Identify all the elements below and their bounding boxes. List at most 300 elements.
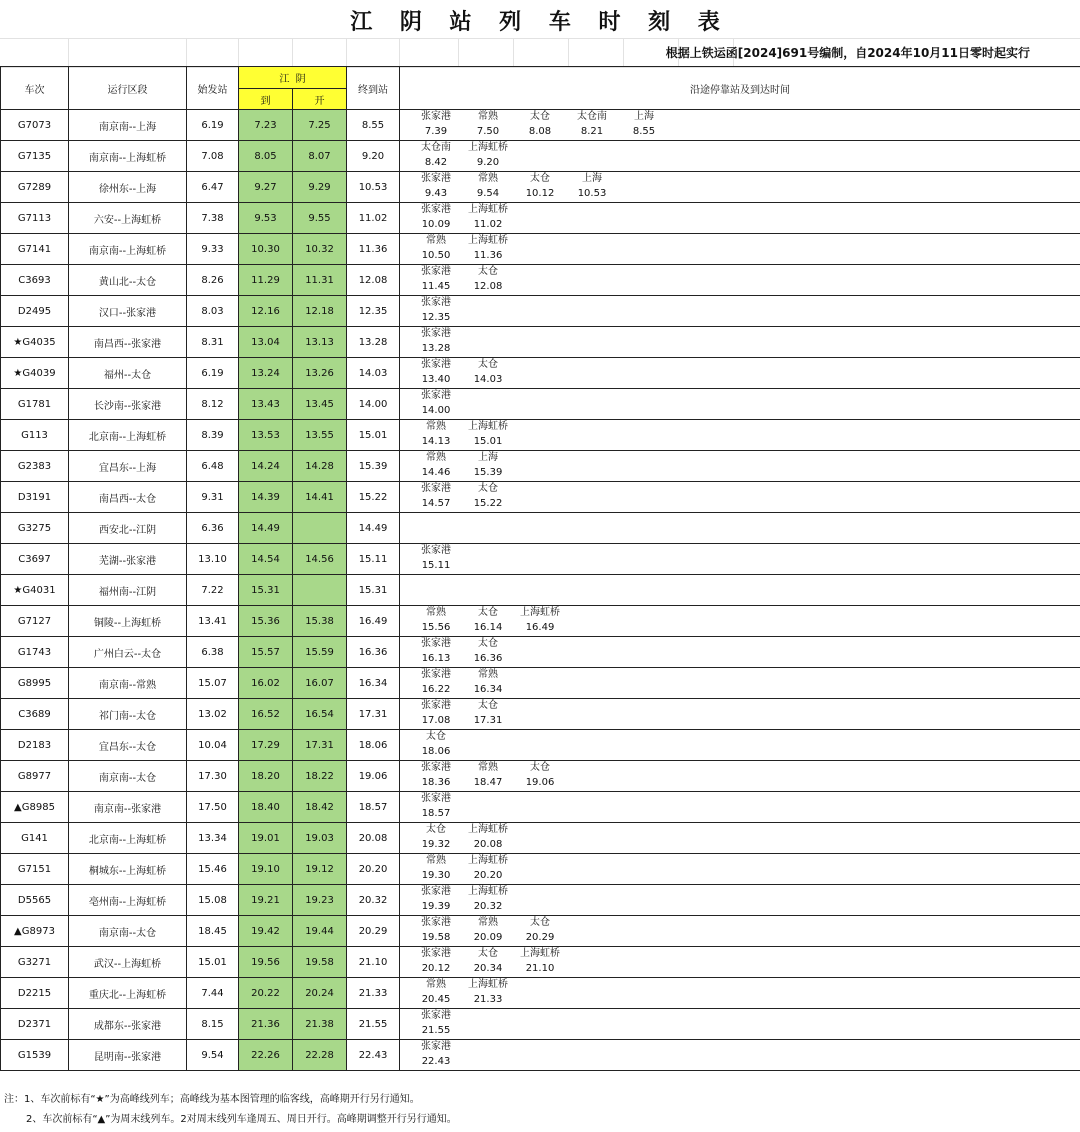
stops-cell [400, 141, 1080, 172]
stop-time: 16.34 [473, 683, 503, 695]
origin-time: 8.12 [187, 389, 239, 420]
stop-station: 张家港 [421, 793, 452, 804]
stop-station: 张家港 [421, 917, 452, 928]
stop-station: 常熟 [426, 421, 447, 432]
route: 亳州南--上海虹桥 [69, 885, 187, 916]
stops-cell [400, 451, 1080, 482]
stop-time: 20.20 [473, 869, 503, 881]
stops-cell [400, 327, 1080, 358]
header-origin: 始发站 [187, 67, 239, 110]
departure-time: 12.18 [293, 296, 347, 327]
arrival-time: 14.49 [239, 513, 293, 544]
origin-time: 13.41 [187, 606, 239, 637]
departure-time: 21.38 [293, 1009, 347, 1040]
departure-time: 14.28 [293, 451, 347, 482]
stops-cell [400, 513, 1080, 544]
origin-time: 6.19 [187, 358, 239, 389]
stop-station: 太仓 [426, 731, 447, 742]
table-row [1, 358, 1080, 389]
stop-station: 太仓 [478, 266, 499, 277]
stop-station: 常熟 [478, 173, 499, 184]
table-row [1, 792, 1080, 823]
stops-cell [400, 575, 1080, 606]
stop-time: 19.30 [421, 869, 451, 881]
header-terminal: 终到站 [347, 67, 400, 110]
table-row [1, 451, 1080, 482]
stop-time: 21.33 [473, 993, 503, 1005]
stop-time: 16.49 [525, 621, 555, 633]
stop-time: 20.32 [473, 900, 503, 912]
stops-cell [400, 544, 1080, 575]
origin-time: 10.04 [187, 730, 239, 761]
table-row [1, 823, 1080, 854]
stops-cell [400, 699, 1080, 730]
stops-cell [400, 637, 1080, 668]
route: 南京南--上海虹桥 [69, 141, 187, 172]
departure-time: 15.59 [293, 637, 347, 668]
train-number: G8977 [1, 761, 69, 792]
terminal-time: 14.00 [347, 389, 400, 420]
stops-cell [400, 172, 1080, 203]
stop-station: 太仓 [478, 638, 499, 649]
table-row [1, 172, 1080, 203]
stop-time: 14.03 [473, 373, 503, 385]
departure-time: 13.26 [293, 358, 347, 389]
route: 南京南--上海虹桥 [69, 234, 187, 265]
stop-station: 太仓 [530, 762, 551, 773]
stop-station: 太仓 [530, 173, 551, 184]
table-row [1, 482, 1080, 513]
table-row [1, 110, 1080, 141]
train-number: G3275 [1, 513, 69, 544]
route: 北京南--上海虹桥 [69, 823, 187, 854]
arrival-time: 20.22 [239, 978, 293, 1009]
origin-time: 9.54 [187, 1040, 239, 1071]
origin-time: 7.44 [187, 978, 239, 1009]
stop-station: 太仓 [530, 917, 551, 928]
departure-time: 22.28 [293, 1040, 347, 1071]
stops-cell [400, 730, 1080, 761]
header-depart: 开 [293, 89, 347, 110]
stop-station: 常熟 [478, 111, 499, 122]
stops-cell [400, 823, 1080, 854]
arrival-time: 13.53 [239, 420, 293, 451]
table-row [1, 389, 1080, 420]
departure-time: 11.31 [293, 265, 347, 296]
stop-station: 太仓 [426, 824, 447, 835]
terminal-time: 19.06 [347, 761, 400, 792]
arrival-time: 15.57 [239, 637, 293, 668]
stop-time: 12.35 [421, 311, 451, 323]
terminal-time: 14.03 [347, 358, 400, 389]
origin-time: 8.39 [187, 420, 239, 451]
header-route: 运行区段 [69, 67, 187, 110]
stop-station: 上海虹桥 [468, 886, 509, 897]
stop-station: 上海虹桥 [468, 204, 509, 215]
stop-station: 张家港 [421, 638, 452, 649]
departure-time: 8.07 [293, 141, 347, 172]
table-row [1, 203, 1080, 234]
header-arrive: 到 [239, 89, 293, 110]
table-row [1, 606, 1080, 637]
origin-time: 6.19 [187, 110, 239, 141]
arrival-time: 16.02 [239, 668, 293, 699]
arrival-time: 18.20 [239, 761, 293, 792]
origin-time: 8.15 [187, 1009, 239, 1040]
train-number: C3693 [1, 265, 69, 296]
departure-time: 13.13 [293, 327, 347, 358]
origin-time: 8.26 [187, 265, 239, 296]
stops-cell [400, 234, 1080, 265]
stops-cell [400, 358, 1080, 389]
route: 黄山北--太仓 [69, 265, 187, 296]
route: 南京南--上海 [69, 110, 187, 141]
terminal-time: 20.29 [347, 916, 400, 947]
stops-cell [400, 482, 1080, 513]
train-number: G7127 [1, 606, 69, 637]
departure-time: 16.54 [293, 699, 347, 730]
train-number: ▲G8985 [1, 792, 69, 823]
table-row [1, 637, 1080, 668]
route: 福州南--江阴 [69, 575, 187, 606]
arrival-time: 12.16 [239, 296, 293, 327]
stop-time: 12.08 [473, 280, 503, 292]
stop-station: 上海虹桥 [520, 607, 561, 618]
terminal-time: 15.11 [347, 544, 400, 575]
departure-time: 13.45 [293, 389, 347, 420]
stop-station: 太仓南 [577, 111, 608, 122]
stop-time: 9.43 [424, 187, 448, 199]
stop-station: 张家港 [421, 483, 452, 494]
origin-time: 6.48 [187, 451, 239, 482]
stop-station: 上海 [582, 173, 603, 184]
train-number: G8995 [1, 668, 69, 699]
stop-time: 17.31 [473, 714, 503, 726]
terminal-time: 16.34 [347, 668, 400, 699]
origin-time: 13.34 [187, 823, 239, 854]
stop-time: 15.01 [473, 435, 503, 447]
arrival-time: 22.26 [239, 1040, 293, 1071]
terminal-time: 12.35 [347, 296, 400, 327]
route: 重庆北--上海虹桥 [69, 978, 187, 1009]
stop-station: 太仓 [478, 483, 499, 494]
train-number: D2183 [1, 730, 69, 761]
stop-station: 张家港 [421, 328, 452, 339]
stop-time: 19.58 [421, 931, 451, 943]
stop-time: 14.00 [421, 404, 451, 416]
table-row [1, 420, 1080, 451]
terminal-time: 16.49 [347, 606, 400, 637]
train-number: D5565 [1, 885, 69, 916]
stop-time: 17.08 [421, 714, 451, 726]
route: 南昌西--太仓 [69, 482, 187, 513]
table-row [1, 544, 1080, 575]
train-number: ★G4035 [1, 327, 69, 358]
train-number: C3697 [1, 544, 69, 575]
stops-cell [400, 668, 1080, 699]
stop-station: 张家港 [421, 111, 452, 122]
terminal-time: 15.31 [347, 575, 400, 606]
arrival-time: 8.05 [239, 141, 293, 172]
stops-cell [400, 389, 1080, 420]
stop-station: 太仓 [478, 700, 499, 711]
table-row [1, 885, 1080, 916]
origin-time: 7.08 [187, 141, 239, 172]
route: 铜陵--上海虹桥 [69, 606, 187, 637]
route: 南京南--张家港 [69, 792, 187, 823]
origin-time: 17.50 [187, 792, 239, 823]
stops-cell [400, 854, 1080, 885]
departure-time [293, 575, 347, 606]
stops-cell [400, 606, 1080, 637]
origin-time: 13.10 [187, 544, 239, 575]
stop-station: 常熟 [426, 452, 447, 463]
stop-time: 19.06 [525, 776, 555, 788]
terminal-time: 9.20 [347, 141, 400, 172]
stop-station: 张家港 [421, 266, 452, 277]
arrival-time: 13.43 [239, 389, 293, 420]
stop-time: 8.21 [580, 125, 604, 137]
stop-time: 9.20 [476, 156, 500, 168]
stop-time: 10.09 [421, 218, 451, 230]
stops-cell [400, 885, 1080, 916]
route: 宜昌东--太仓 [69, 730, 187, 761]
stop-time: 16.14 [473, 621, 503, 633]
terminal-time: 21.55 [347, 1009, 400, 1040]
stop-station: 张家港 [421, 204, 452, 215]
stop-station: 张家港 [421, 297, 452, 308]
terminal-time: 15.01 [347, 420, 400, 451]
stop-station: 常熟 [426, 607, 447, 618]
departure-time: 19.12 [293, 854, 347, 885]
route: 宜昌东--上海 [69, 451, 187, 482]
origin-time: 7.38 [187, 203, 239, 234]
route: 祁门南--太仓 [69, 699, 187, 730]
stop-time: 19.39 [421, 900, 451, 912]
stop-station: 张家港 [421, 700, 452, 711]
arrival-time: 10.30 [239, 234, 293, 265]
stop-time: 13.40 [421, 373, 451, 385]
stop-time: 21.10 [525, 962, 555, 974]
departure-time: 19.03 [293, 823, 347, 854]
arrival-time: 11.29 [239, 265, 293, 296]
train-number: ★G4039 [1, 358, 69, 389]
departure-time: 13.55 [293, 420, 347, 451]
terminal-time: 20.08 [347, 823, 400, 854]
origin-time: 9.31 [187, 482, 239, 513]
departure-time: 20.24 [293, 978, 347, 1009]
stops-cell [400, 1040, 1080, 1071]
terminal-time: 20.20 [347, 854, 400, 885]
stop-station: 上海虹桥 [468, 235, 509, 246]
train-number: D3191 [1, 482, 69, 513]
arrival-time: 19.56 [239, 947, 293, 978]
stop-station: 上海虹桥 [468, 421, 509, 432]
route: 六安--上海虹桥 [69, 203, 187, 234]
table-row [1, 947, 1080, 978]
stop-time: 20.09 [473, 931, 503, 943]
effective-date-note: 根据上铁运函[2024]691号编制，自2024年10月11日零时起实行 [665, 46, 1030, 60]
train-number: G3271 [1, 947, 69, 978]
route: 广州白云--太仓 [69, 637, 187, 668]
train-number: G7113 [1, 203, 69, 234]
stop-time: 15.11 [421, 559, 451, 571]
origin-time: 15.07 [187, 668, 239, 699]
arrival-time: 15.36 [239, 606, 293, 637]
stops-cell [400, 265, 1080, 296]
header-train: 车次 [1, 67, 69, 110]
departure-time: 19.44 [293, 916, 347, 947]
departure-time: 14.41 [293, 482, 347, 513]
stops-cell [400, 761, 1080, 792]
table-row [1, 761, 1080, 792]
stop-time: 16.22 [421, 683, 451, 695]
route: 西安北--江阴 [69, 513, 187, 544]
table-row [1, 513, 1080, 544]
stop-time: 10.12 [525, 187, 555, 199]
train-number: G1743 [1, 637, 69, 668]
train-number: G2383 [1, 451, 69, 482]
arrival-time: 9.27 [239, 172, 293, 203]
table-row [1, 668, 1080, 699]
arrival-time: 21.36 [239, 1009, 293, 1040]
stop-station: 张家港 [421, 1010, 452, 1021]
stop-time: 10.53 [577, 187, 607, 199]
stops-cell [400, 1009, 1080, 1040]
terminal-time: 21.10 [347, 947, 400, 978]
timetable-body [1, 110, 1080, 1071]
stops-cell [400, 916, 1080, 947]
route: 南京南--太仓 [69, 761, 187, 792]
departure-time: 18.22 [293, 761, 347, 792]
stop-time: 20.08 [473, 838, 503, 850]
arrival-time: 7.23 [239, 110, 293, 141]
table-row [1, 141, 1080, 172]
stop-time: 22.43 [421, 1055, 451, 1067]
stop-station: 常熟 [426, 855, 447, 866]
origin-time: 13.02 [187, 699, 239, 730]
departure-time: 15.38 [293, 606, 347, 637]
train-number: G7141 [1, 234, 69, 265]
origin-time: 15.46 [187, 854, 239, 885]
terminal-time: 21.33 [347, 978, 400, 1009]
stop-station: 常熟 [478, 669, 499, 680]
stop-time: 15.22 [473, 497, 503, 509]
stop-time: 18.57 [421, 807, 451, 819]
stop-time: 11.36 [473, 249, 503, 261]
train-number: C3689 [1, 699, 69, 730]
origin-time: 8.31 [187, 327, 239, 358]
train-number: ★G4031 [1, 575, 69, 606]
departure-time: 17.31 [293, 730, 347, 761]
stop-station: 张家港 [421, 762, 452, 773]
train-number: G7135 [1, 141, 69, 172]
route: 桐城东--上海虹桥 [69, 854, 187, 885]
stop-time: 10.50 [421, 249, 451, 261]
terminal-time: 18.06 [347, 730, 400, 761]
stop-time: 14.57 [421, 497, 451, 509]
route: 昆明南--张家港 [69, 1040, 187, 1071]
table-row [1, 265, 1080, 296]
train-number: D2215 [1, 978, 69, 1009]
stop-time: 18.06 [421, 745, 451, 757]
arrival-time: 15.31 [239, 575, 293, 606]
train-number: ▲G8973 [1, 916, 69, 947]
stop-time: 8.42 [424, 156, 448, 168]
stops-cell [400, 420, 1080, 451]
train-number: G113 [1, 420, 69, 451]
train-number: D2371 [1, 1009, 69, 1040]
route: 南昌西--张家港 [69, 327, 187, 358]
stop-station: 常熟 [426, 979, 447, 990]
train-number: G1539 [1, 1040, 69, 1071]
terminal-time: 13.28 [347, 327, 400, 358]
arrival-time: 14.54 [239, 544, 293, 575]
stop-station: 太仓 [478, 607, 499, 618]
arrival-time: 13.24 [239, 358, 293, 389]
arrival-time: 13.04 [239, 327, 293, 358]
route: 武汉--上海虹桥 [69, 947, 187, 978]
stop-time: 15.56 [421, 621, 451, 633]
origin-time: 6.47 [187, 172, 239, 203]
stop-time: 7.50 [476, 125, 500, 137]
arrival-time: 19.10 [239, 854, 293, 885]
terminal-time: 18.57 [347, 792, 400, 823]
stop-station: 上海虹桥 [468, 824, 509, 835]
stop-station: 常熟 [478, 917, 499, 928]
terminal-time: 20.32 [347, 885, 400, 916]
table-row [1, 575, 1080, 606]
stop-time: 19.32 [421, 838, 451, 850]
table-row [1, 916, 1080, 947]
terminal-time: 10.53 [347, 172, 400, 203]
table-row [1, 699, 1080, 730]
stop-time: 11.45 [421, 280, 451, 292]
stop-time: 20.12 [421, 962, 451, 974]
stop-time: 20.34 [473, 962, 503, 974]
stop-station: 张家港 [421, 1041, 452, 1052]
stop-station: 上海虹桥 [468, 855, 509, 866]
timetable [0, 66, 1080, 1071]
stops-cell [400, 947, 1080, 978]
stop-time: 18.47 [473, 776, 503, 788]
route: 长沙南--张家港 [69, 389, 187, 420]
stop-station: 太仓 [478, 948, 499, 959]
arrival-time: 19.42 [239, 916, 293, 947]
route: 福州--太仓 [69, 358, 187, 389]
stop-station: 上海虹桥 [468, 142, 509, 153]
stop-time: 7.39 [424, 125, 448, 137]
stops-cell [400, 978, 1080, 1009]
stop-station: 上海 [478, 452, 499, 463]
stop-time: 11.02 [473, 218, 503, 230]
terminal-time: 15.39 [347, 451, 400, 482]
stop-station: 张家港 [421, 545, 452, 556]
stop-time: 16.13 [421, 652, 451, 664]
departure-time [293, 513, 347, 544]
departure-time: 19.58 [293, 947, 347, 978]
origin-time: 17.30 [187, 761, 239, 792]
stop-time: 20.45 [421, 993, 451, 1005]
table-row [1, 327, 1080, 358]
origin-time: 6.36 [187, 513, 239, 544]
stop-station: 太仓 [530, 111, 551, 122]
header-station: 江 阴 [239, 67, 347, 89]
stops-cell [400, 110, 1080, 141]
departure-time: 16.07 [293, 668, 347, 699]
origin-time: 9.33 [187, 234, 239, 265]
route: 芜湖--张家港 [69, 544, 187, 575]
